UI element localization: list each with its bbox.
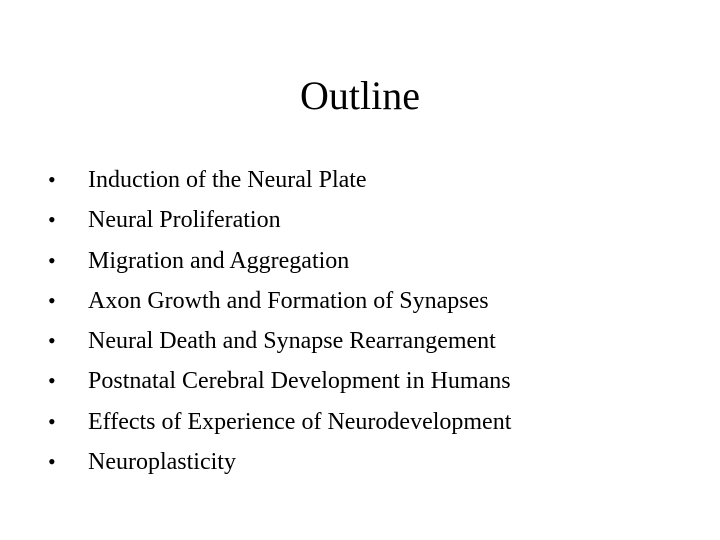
bullet-icon: • [48,328,56,354]
list-item [48,361,511,401]
bullet-icon: • [48,368,56,394]
list-item-text: Neural Death and Synapse Rearrangement [88,328,496,355]
bullet-icon: • [48,247,56,273]
list-item-text: Axon Growth and Formation of Synapses [88,287,489,314]
list-item [48,321,511,361]
slide-title: Outline [300,73,420,118]
list-item [48,241,511,281]
list-item [48,442,511,482]
list-item [48,200,511,240]
list-item-text: Migration and Aggregation [88,247,350,274]
list-item [48,160,511,200]
bullet-icon: • [48,449,56,475]
bullet-icon: • [48,207,56,233]
bullet-icon: • [48,287,56,313]
list-item-text: Neuroplasticity [88,449,236,476]
list-item [48,402,511,442]
bullet-icon: • [48,167,56,192]
list-item-text: Effects of Experience of Neurodevelopment [88,408,512,435]
list-item-text: Neural Proliferation [88,207,281,234]
list-item-text: Postnatal Cerebral Development in Humans [88,368,511,395]
list-item [48,281,511,321]
list-item-text: Induction of the Neural Plate [88,167,367,193]
bullet-list [48,160,511,482]
bullet-icon: • [48,408,56,434]
